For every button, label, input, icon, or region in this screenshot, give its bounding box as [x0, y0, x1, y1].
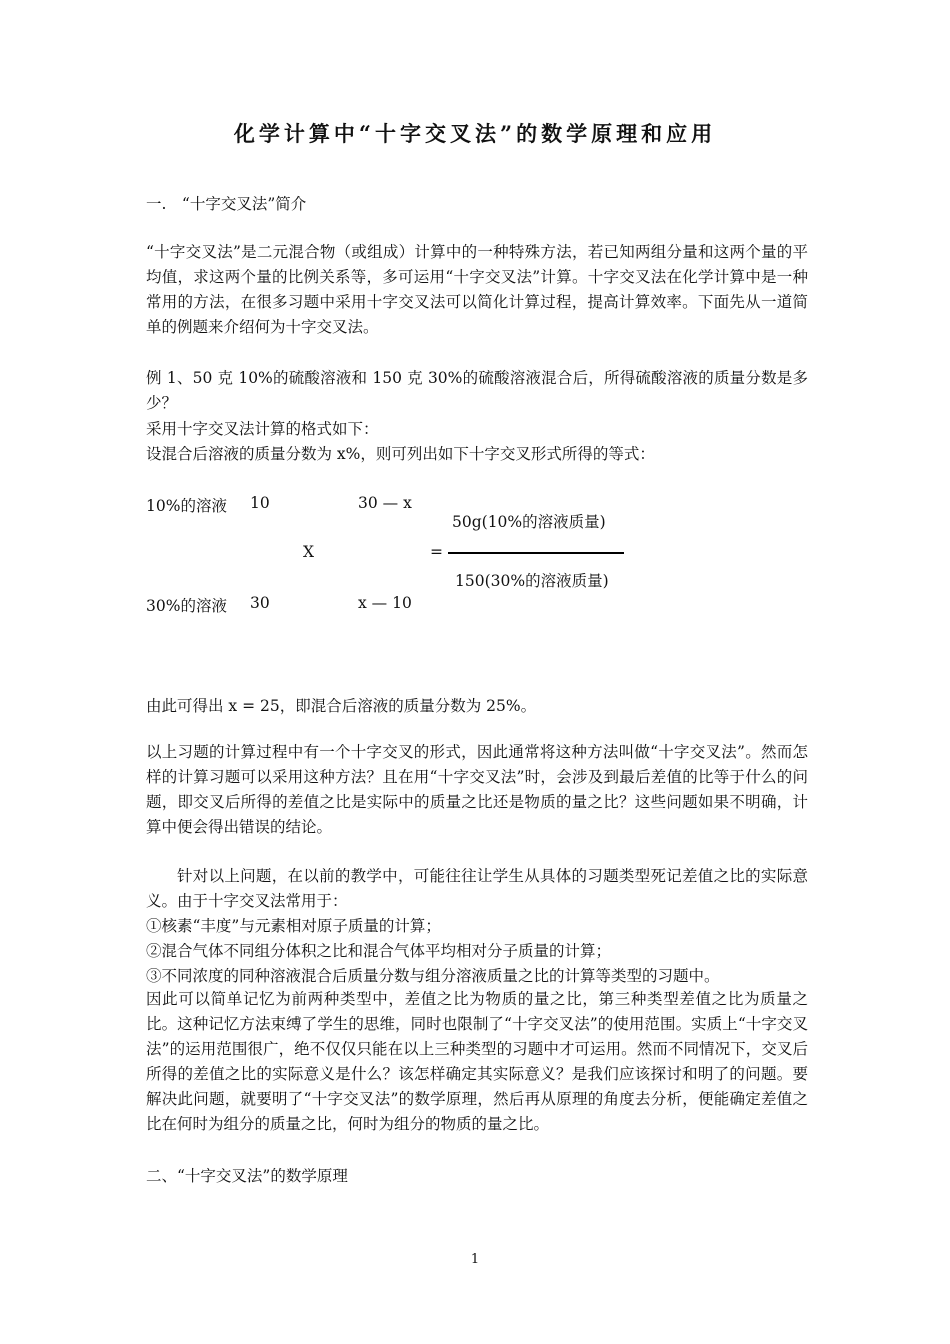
setup-line: 设混合后溶液的质量分数为 x%，则可列出如下十字交叉形式所得的等式：	[146, 445, 655, 463]
fraction-numerator: 50g(10%的溶液质量)	[452, 513, 606, 531]
equals-sign: =	[430, 543, 443, 561]
top-solution-label: 10%的溶液	[146, 497, 227, 515]
page-number: 1	[470, 1252, 480, 1267]
bottom-solution-value: 30	[250, 594, 270, 612]
example-question: 例 1、50 克 10%的硫酸溶液和 150 克 30%的硫酸溶液混合后，所得硫酸溶液的质量分数是多少？	[146, 369, 808, 412]
fraction-denominator: 150(30%的溶液质量)	[455, 572, 609, 590]
top-difference: 30 — x	[358, 494, 412, 512]
bottom-difference: x — 10	[358, 594, 412, 612]
top-solution-value: 10	[250, 494, 270, 512]
teaching-intro-paragraph: 针对以上问题，在以前的教学中，可能往往让学生从具体的习题类型死记差值之比的实际意义。由于十字交叉法常用于：	[146, 867, 808, 910]
section1-heading: 一. “十字交叉法”简介	[146, 195, 307, 213]
intro-paragraph: “十字交叉法”是二元混合物（或组成）计算中的一种特殊方法，若已知两组分量和这两个量的平均值，求这两个量的比例关系等，多可运用“十字交叉法”计算。十字交叉法在化学计算中是一种常用的方法，在很多习题中采用十字交叉法可以简化计算过程，提高计算效率。下面先从一道简单的例题来介绍何为十字交叉法。	[146, 243, 808, 336]
bottom-solution-label: 30%的溶液	[146, 597, 227, 615]
section2-heading: 二、“十字交叉法”的数学原理	[146, 1167, 348, 1185]
fraction-bar	[448, 552, 624, 554]
discussion-paragraph: 以上习题的计算过程中有一个十字交叉的形式，因此通常将这种方法叫做“十字交叉法”。然而怎样的计算习题可以采用这种方法？且在用“十字交叉法”时，会涉及到最后差值的比等于什么的问题，即交叉后所得的差值之比是实际中的质量之比还是物质的量之比？这些问题如果不明确，计算中便会得出错误的结论。	[146, 743, 808, 836]
format-line: 采用十字交叉法计算的格式如下：	[146, 420, 379, 438]
page-title: 化学计算中“十字交叉法”的数学原理和应用	[233, 121, 717, 146]
use-item-3: ③不同浓度的同种溶液混合后质量分数与组分溶液质量之比的计算等类型的习题中。	[146, 967, 720, 985]
result-line: 由此可得出 x = 25，即混合后溶液的质量分数为 25%。	[146, 697, 537, 715]
use-item-1: ①核素“丰度”与元素相对原子质量的计算；	[146, 917, 441, 935]
cross-symbol: X	[303, 543, 315, 561]
conclusion-paragraph: 因此可以简单记忆为前两种类型中，差值之比为物质的量之比，第三种类型差值之比为质量之比。这种记忆方法束缚了学生的思维，同时也限制了“十字交叉法”的使用范围。实质上“十字交叉法”的运用范围很广，绝不仅仅只能在以上三种类型的习题中才可运用。然而不同情况下，交叉后所得的差值之比的实际意义是什么？该怎样确定其实际意义？是我们应该探讨和明了的问题。要解决此问题，就要明了“十字交叉法”的数学原理，然后再从原理的角度去分析，便能确定差值之比在何时为组分的质量之比，何时为组分的物质的量之比。	[146, 990, 808, 1133]
use-item-2: ②混合气体不同组分体积之比和混合气体平均相对分子质量的计算；	[146, 942, 612, 960]
